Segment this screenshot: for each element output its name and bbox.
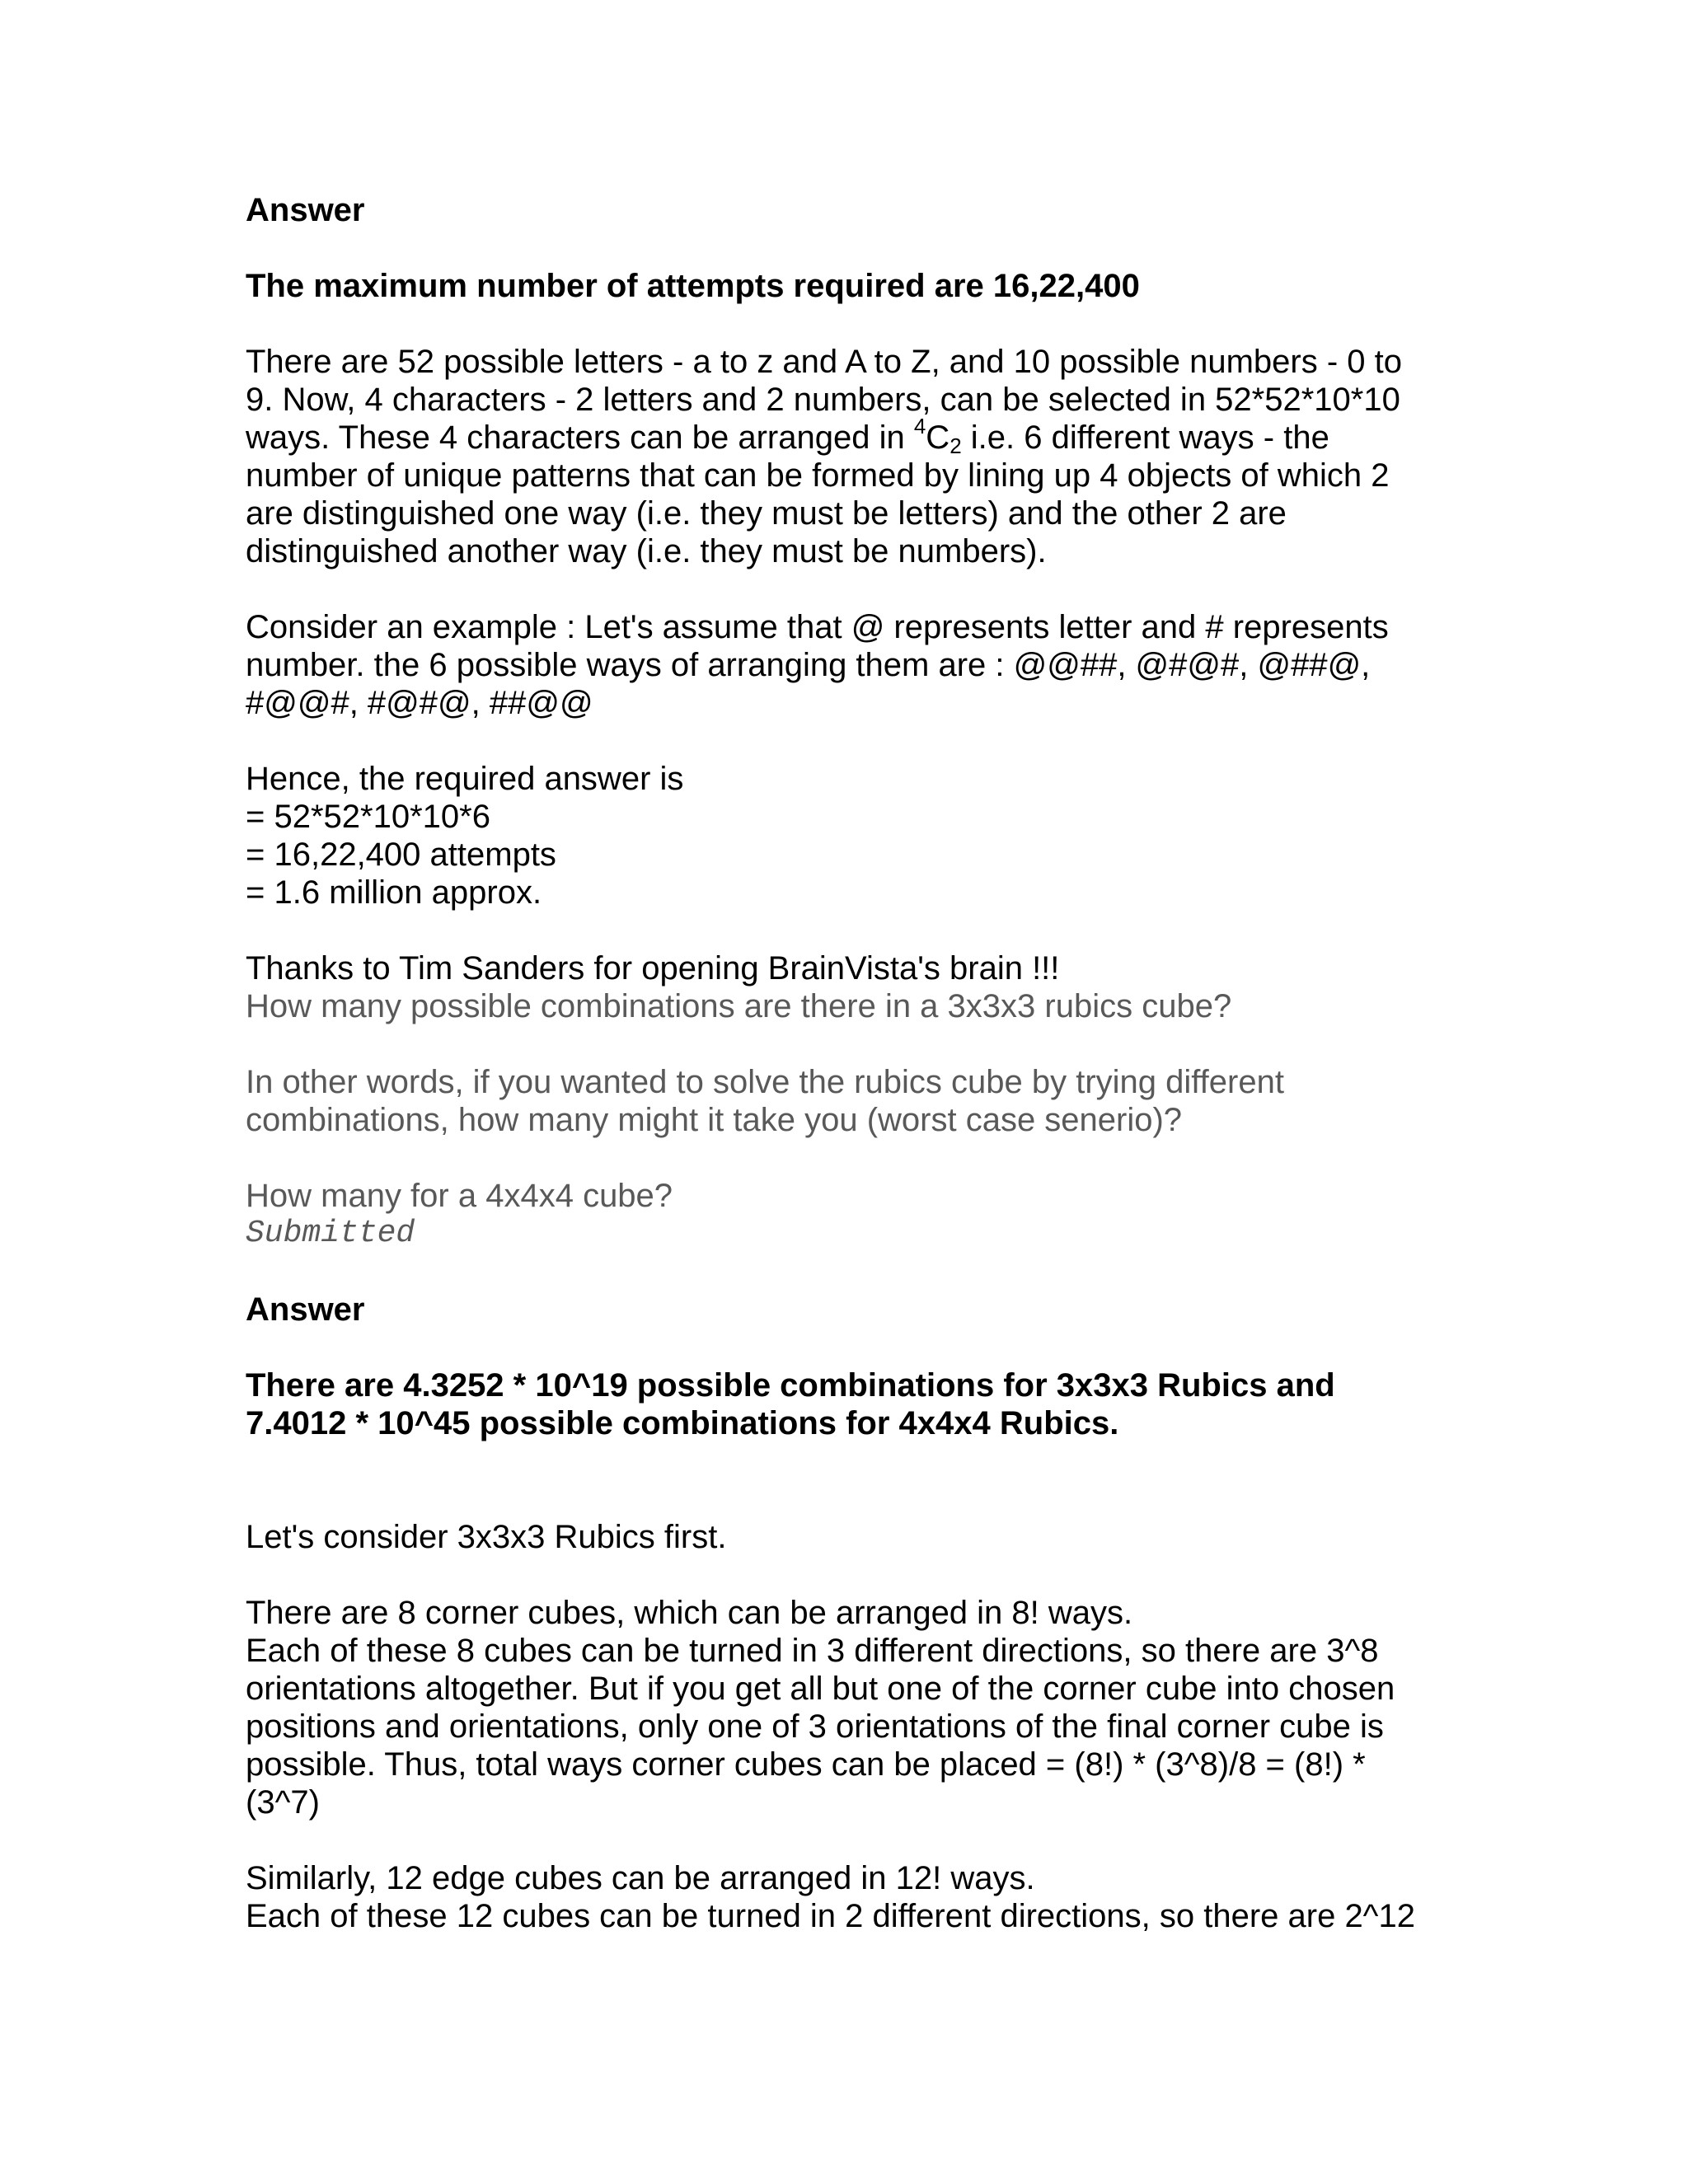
question-line-2a: In other words, if you wanted to solve the rubics cube by trying different [246, 1064, 1284, 1100]
corner-line-1: There are 8 corner cubes, which can be arranged in 8! ways. [246, 1595, 1133, 1631]
para1-line3-pre: ways. These 4 characters can be arranged in [246, 419, 914, 456]
corner-line-3: orientations altogether. But if you get all but one of the corner cube into chosen [246, 1671, 1395, 1707]
para1-line3-post: i.e. 6 different ways - the [961, 419, 1329, 456]
calc-line-4: = 1.6 million approx. [246, 874, 542, 911]
document-page [246, 191, 1465, 1935]
answer-heading-1: Answer [246, 192, 365, 228]
para1-line1: There are 52 possible letters - a to z and A to Z, and 10 possible numbers - 0 to [246, 344, 1403, 380]
calc-line-1: Hence, the required answer is [246, 761, 684, 797]
corner-line-4: positions and orientations, only one of 3 orientations of the final corner cube is [246, 1708, 1384, 1745]
para2-line2: number. the 6 possible ways of arranging them are : @@##, @#@#, @##@, [246, 647, 1371, 683]
corner-line-5: possible. Thus, total ways corner cubes can be placed = (8!) * (3^8)/8 = (8!) * [246, 1746, 1366, 1783]
thanks-line: Thanks to Tim Sanders for opening BrainVista's brain !!! [246, 950, 1060, 987]
corner-line-6: (3^7) [246, 1784, 320, 1821]
answer-heading-2: Answer [246, 1291, 365, 1328]
combination-c: C [926, 419, 950, 456]
para1-line3 [246, 414, 1465, 458]
bold-answer-2a: There are 4.3252 * 10^19 possible combinations for 3x3x3 Rubics and [246, 1367, 1335, 1404]
corner-line-2: Each of these 8 cubes can be turned in 3 different directions, so there are 3^8 [246, 1633, 1379, 1669]
para2-line1: Consider an example : Let's assume that @ represents letter and # represents [246, 609, 1389, 645]
calc-line-3: = 16,22,400 attempts [246, 837, 556, 873]
intro-line: Let's consider 3x3x3 Rubics first. [246, 1519, 727, 1555]
para1-line5: are distinguished one way (i.e. they must be letters) and the other 2 are [246, 495, 1287, 532]
para1-line6: distinguished another way (i.e. they must be numbers). [246, 533, 1047, 569]
bold-answer-1: The maximum number of attempts required are 16,22,400 [246, 268, 1140, 304]
para1-line2: 9. Now, 4 characters - 2 letters and 2 numbers, can be selected in 52*52*10*10 [246, 382, 1400, 418]
submitted-label: Submitted [246, 1216, 415, 1251]
superscript-4: 4 [913, 414, 926, 438]
edge-line-1: Similarly, 12 edge cubes can be arranged in 12! ways. [246, 1860, 1035, 1896]
para1-line4: number of unique patterns that can be formed by lining up 4 objects of which 2 [246, 457, 1390, 494]
bold-answer-2b: 7.4012 * 10^45 possible combinations for 4x4x4 Rubics. [246, 1405, 1119, 1441]
para2-line3: #@@#, #@#@, ##@@ [246, 685, 593, 721]
question-line-1: How many possible combinations are there in a 3x3x3 rubics cube? [246, 988, 1232, 1024]
question-line-2b: combinations, how many might it take you (worst case senerio)? [246, 1102, 1183, 1138]
edge-line-2: Each of these 12 cubes can be turned in 2 different directions, so there are 2^12 [246, 1898, 1415, 1934]
calc-line-2: = 52*52*10*10*6 [246, 799, 490, 835]
subscript-2: 2 [950, 434, 962, 458]
question-line-3: How many for a 4x4x4 cube? [246, 1178, 673, 1214]
